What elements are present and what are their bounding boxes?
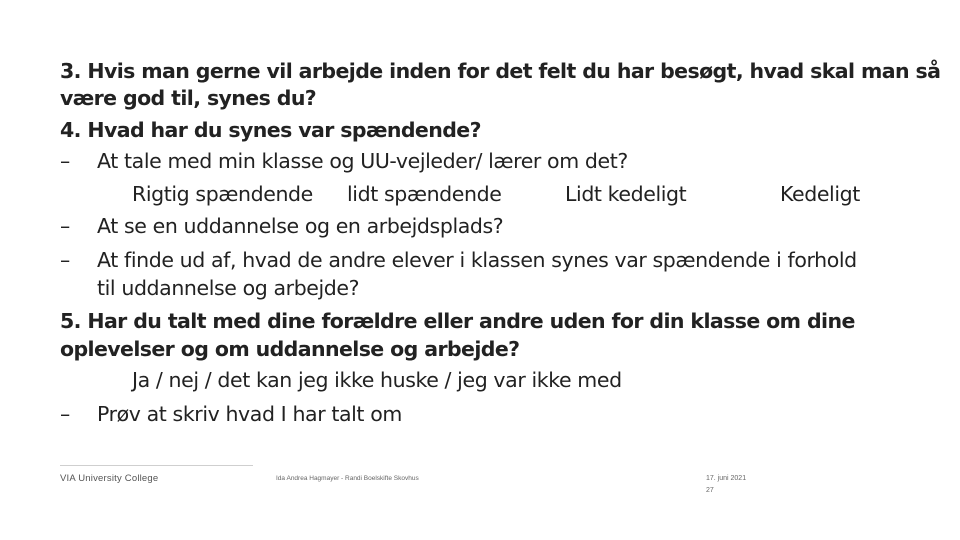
- bullet-dash: –: [60, 402, 70, 426]
- question-4: 4. Hvad har du synes var spændende?: [60, 118, 481, 142]
- footer-logo: VIA University College: [60, 473, 159, 484]
- bullet-find-out-line-2: til uddannelse og arbejde?: [97, 276, 360, 300]
- question-5-line-2: oplevelser og om uddannelse og arbejde?: [60, 337, 520, 361]
- scale-option-1: Rigtig spændende: [132, 182, 313, 206]
- scale-option-4: Kedeligt: [780, 182, 860, 206]
- question-3-line-1: 3. Hvis man gerne vil arbejde inden for det felt du har besøgt, hvad skal man så: [60, 59, 941, 83]
- footer-date: 17. juni 2021: [706, 475, 747, 482]
- bullet-see-education: At se en uddannelse og en arbejdsplads?: [97, 214, 504, 238]
- bullet-write-talk: Prøv at skriv hvad I har talt om: [97, 402, 402, 426]
- footer-page-number: 27: [706, 487, 714, 494]
- bullet-dash: –: [60, 248, 70, 272]
- bullet-find-out-line-1: At finde ud af, hvad de andre elever i klassen synes var spændende i forhold: [97, 248, 857, 272]
- footer-divider: [60, 465, 253, 466]
- question-3-line-2: være god til, synes du?: [60, 86, 317, 110]
- scale-option-3: Lidt kedeligt: [565, 182, 687, 206]
- question-5-options: Ja / nej / det kan jeg ikke huske / jeg var ikke med: [132, 368, 622, 392]
- bullet-talk-class: At tale med min klasse og UU-vejleder/ lærer om det?: [97, 149, 628, 173]
- footer-authors: Ida Andrea Hagmayer - Randi Boelskifte Skovhus: [276, 475, 419, 482]
- scale-option-2: lidt spændende: [347, 182, 502, 206]
- question-5-line-1: 5. Har du talt med dine forældre eller andre uden for din klasse om dine: [60, 309, 855, 333]
- bullet-dash: –: [60, 214, 70, 238]
- bullet-dash: –: [60, 149, 70, 173]
